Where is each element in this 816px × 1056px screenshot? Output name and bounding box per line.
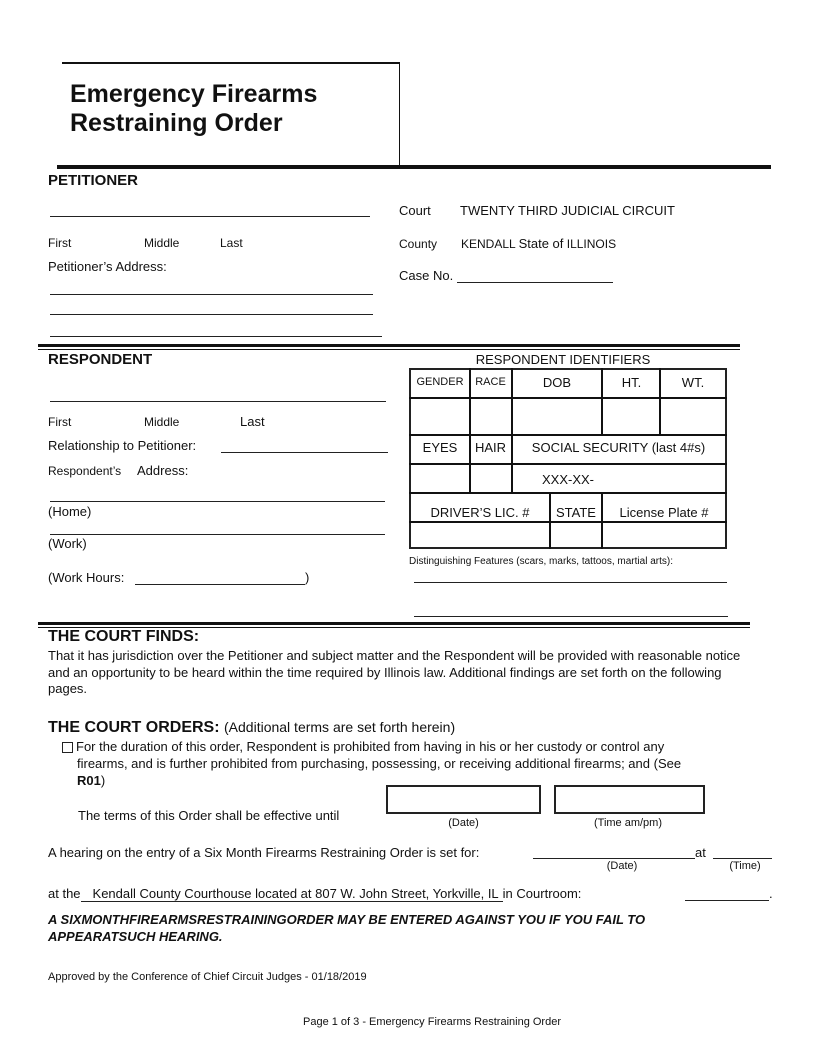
identifiers-title: RESPONDENT IDENTIFIERS: [475, 352, 651, 367]
county-value: KENDALL: [461, 237, 516, 251]
dob-input[interactable]: [513, 399, 601, 434]
respondent-last-label: Last: [240, 414, 265, 429]
plate-header: License Plate #: [619, 505, 709, 520]
drivers-license-header: DRIVER’S LIC. #: [430, 505, 530, 520]
weight-input[interactable]: [661, 399, 725, 434]
effective-date-caption: (Date): [448, 817, 479, 829]
court-orders-note: (Additional terms are set forth herein): [224, 719, 456, 735]
order-code: R01: [77, 773, 101, 788]
warning-line-2: APPEARATSUCH HEARING.: [48, 929, 223, 944]
hearing-at-label: at: [695, 845, 706, 860]
eyes-header: EYES: [422, 440, 458, 455]
title-box-right-border: [399, 62, 400, 166]
hearing-label: A hearing on the entry of a Six Month Firearms Restraining Order is set for:: [48, 845, 480, 860]
state-input[interactable]: [551, 523, 601, 547]
petitioner-address-label: Petitioner’s Address:: [48, 259, 167, 274]
gender-input[interactable]: [411, 399, 469, 434]
distinguishing-features-line-2[interactable]: [414, 616, 728, 617]
race-header: RACE: [475, 376, 506, 388]
in-courtroom-label: in Courtroom:: [502, 886, 582, 901]
court-value: TWENTY THIRD JUDICIAL CIRCUIT: [460, 203, 675, 218]
dob-header: DOB: [542, 375, 572, 390]
state-header: STATE: [556, 505, 596, 520]
respondent-home-line[interactable]: [50, 501, 385, 502]
at-the-label: at the: [48, 886, 81, 901]
respondent-work-label: (Work): [48, 536, 87, 551]
respondent-rule-thick: [38, 344, 740, 347]
court-label: Court: [399, 203, 431, 218]
hearing-date-caption: (Date): [606, 860, 638, 872]
order-item-line-3: [77, 773, 105, 788]
petitioner-heading: PETITIONER: [48, 172, 139, 189]
court-orders-heading-row: [48, 719, 455, 737]
order-item-line-1: For the duration of this order, Respondent is prohibited from having in his or her custody or control any: [76, 739, 665, 754]
petitioner-middle-label: Middle: [144, 236, 180, 250]
id-hline-2: [409, 434, 727, 436]
eyes-input[interactable]: [411, 465, 469, 493]
ssn-value[interactable]: XXX-XX-: [541, 472, 594, 487]
hearing-time-caption: (Time): [729, 860, 761, 872]
hearing-time-line[interactable]: [713, 858, 772, 859]
gender-header: GENDER: [416, 376, 464, 388]
court-finds-text: That it has jurisdiction over the Petitioner and subject matter and the Respondent will be provided with reasonable notice and an opportunity to be heard within the time required by Illinois law. Additional findings are set forth on the following pages.: [48, 648, 741, 696]
effective-date-box[interactable]: [386, 785, 541, 814]
findings-rule-thick: [38, 622, 750, 625]
hair-input[interactable]: [471, 465, 511, 493]
relationship-label: Relationship to Petitioner:: [48, 438, 197, 453]
effective-time-box[interactable]: [554, 785, 705, 814]
race-input[interactable]: [471, 399, 511, 434]
work-hours-line[interactable]: [135, 584, 305, 585]
respondent-address-prefix: Respondent’s: [48, 464, 122, 478]
respondent-heading: RESPONDENT: [48, 351, 153, 368]
case-number-label: Case No.: [399, 268, 454, 283]
order-item-line-2: firearms, and is further prohibited from purchasing, possessing, or receiving additional firearms; and (See: [77, 756, 682, 771]
page-footer: Page 1 of 3 - Emergency Firearms Restraining Order: [303, 1016, 561, 1028]
hearing-date-line[interactable]: [533, 858, 695, 859]
title-box-top-border: [62, 62, 400, 64]
petitioner-last-label: Last: [220, 236, 243, 250]
respondent-first-label: First: [48, 415, 72, 429]
respondent-home-label: (Home): [48, 504, 92, 519]
page-title: Emergency Firearms Restraining Order: [70, 80, 318, 137]
petitioner-name-line[interactable]: [50, 216, 370, 217]
case-number-line[interactable]: [457, 282, 613, 283]
warning-text: [48, 911, 645, 945]
hair-header: HAIR: [474, 440, 507, 455]
terms-effective-label: The terms of this Order shall be effective until: [78, 808, 340, 823]
hearing-location-row: [48, 886, 581, 901]
county-value-group: [461, 236, 616, 251]
respondent-work-line[interactable]: [50, 534, 385, 535]
respondent-address-label: Address:: [137, 463, 189, 478]
petitioner-address-line-2[interactable]: [50, 314, 373, 315]
id-hline-4: [409, 492, 727, 494]
height-header: HT.: [621, 375, 642, 390]
respondent-rule-thin: [38, 349, 740, 350]
petitioner-address-line-1[interactable]: [50, 294, 373, 295]
court-orders-heading: THE COURT ORDERS:: [48, 719, 220, 736]
hearing-location[interactable]: Kendall County Courthouse located at 807 W. John Street, Yorkville, IL: [81, 886, 503, 902]
weight-header: WT.: [681, 375, 705, 390]
height-input[interactable]: [603, 399, 659, 434]
effective-time-caption: (Time am/pm): [593, 817, 663, 829]
courtroom-line[interactable]: [685, 900, 769, 901]
distinguishing-features-line-1[interactable]: [414, 582, 727, 583]
court-finds-heading: THE COURT FINDS:: [48, 628, 200, 645]
relationship-line[interactable]: [221, 452, 388, 453]
courtroom-period: .: [769, 886, 773, 901]
title-thick-rule: [57, 165, 771, 169]
ssn-header: SOCIAL SECURITY (last 4#s): [531, 440, 706, 455]
approved-note: Approved by the Conference of Chief Circuit Judges - 01/18/2019: [48, 971, 367, 983]
warning-line-1: A SIXMONTHFIREARMSRESTRAININGORDER MAY BE ENTERED AGAINST YOU IF YOU FAIL TO: [48, 912, 646, 927]
distinguishing-features-label: Distinguishing Features (scars, marks, tattoos, martial arts):: [409, 556, 673, 567]
respondent-name-line[interactable]: [50, 401, 386, 402]
plate-input[interactable]: [603, 523, 725, 547]
county-label: County: [399, 237, 438, 251]
petitioner-address-line-3[interactable]: [50, 336, 382, 337]
state-label: State of: [518, 236, 564, 251]
work-hours-label: (Work Hours:: [48, 570, 125, 585]
drivers-license-input[interactable]: [411, 523, 549, 547]
order-checkbox[interactable]: [62, 742, 73, 753]
respondent-middle-label: Middle: [144, 415, 180, 429]
work-hours-close: ): [305, 570, 310, 585]
state-value: ILLINOIS: [566, 237, 617, 251]
petitioner-first-label: First: [48, 236, 72, 250]
order-code-close: ): [100, 773, 106, 788]
